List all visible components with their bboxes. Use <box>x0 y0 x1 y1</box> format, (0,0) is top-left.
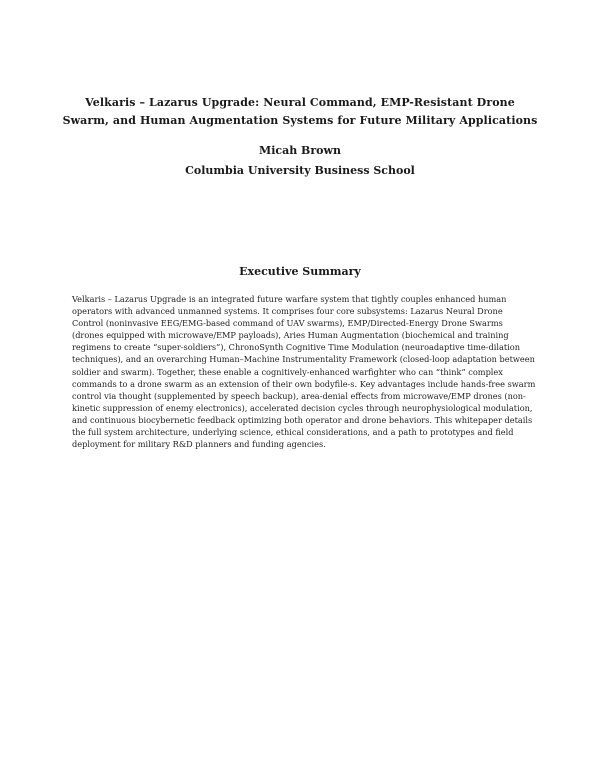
document-title: Velkaris – Lazarus Upgrade: Neural Command, EMP-Resistant Drone Swarm, and Human Augmentation Systems for Future Military Applications <box>62 96 538 127</box>
author-name: Micah Brown <box>259 144 341 157</box>
section-heading: Executive Summary <box>239 265 361 278</box>
author-affiliation: Columbia University Business School <box>185 164 415 177</box>
summary-paragraph: Velkaris – Lazarus Upgrade is an integrated future warfare system that tightly couples enhanced human operators with advanced unmanned systems. It comprises four core subsystems: Lazarus Neural Drone Control (noninvasive EEG/EMG-based command of UAV swarms), EMP/Directed-Energy Drone Swarms (drones equipped with microwave/EMP payloads), Aries Human Augmentation (biochemical and training regimens to create “super-soldiers”), ChronoSynth Cognitive Time Modulation (neuroadaptive time-dilation techniques), and an overarching Human–Machine Instrumentality Framework (closed-loop adaptation between soldier and swarm). Together, these enable a cognitively-enhanced warfighter who can “think” complex commands to a drone swarm as an extension of their own bodyfile-s. Key advantages include hands-free swarm control via thought (supplemented by speech backup), area-denial effects from microwave/EMP drones (non-kinetic suppression of enemy electronics), accelerated decision cycles through neurophysiological modulation, and continuous biocybernetic feedback optimizing both operator and drone behaviors. This whitepaper details the full system architecture, underlying science, ethical considerations, and a path to prototypes and field deployment for military R&D planners and funding agencies. <box>72 294 536 450</box>
